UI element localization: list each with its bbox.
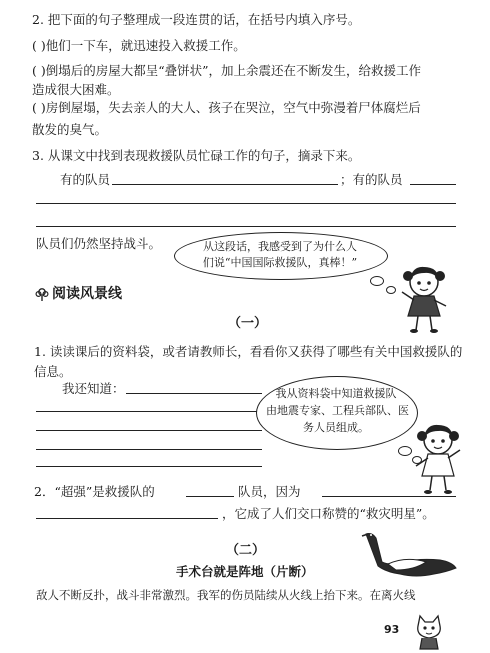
reading-q2-part-c: ，它成了人们交口称赞的“救灾明星”。 [222, 506, 435, 521]
q2-item-1: ( )他们一下车，就迅速投入救援工作。 [32, 38, 246, 53]
section-title: 阅读风景线 [52, 286, 122, 302]
article-first-line: 敌人不断反扑，战斗非常激烈。我军的伤员陆续从火线上抬下来。在离火线 [36, 588, 416, 602]
q3-prefix-1: 有的队员 [60, 172, 111, 187]
q3-end-text: 队员们仍然坚持战斗。 [36, 236, 162, 251]
reading-q2-part-a: 2．“超强”是救援队的 [34, 484, 155, 499]
part-two-heading: （二） [226, 543, 266, 558]
crane-bird-icon [360, 528, 460, 586]
bubble-1-line-2: 们说“中国国际救援队，真棒！” [202, 256, 358, 269]
flower-icon [34, 286, 50, 302]
reading-q2-blank-2[interactable] [322, 496, 456, 497]
article-title: 手术台就是阵地（片断） [176, 564, 314, 579]
reading-q1-line-1: 1. 读读课后的资料袋，或者请教师长，看看你又获得了哪些有关中国救援队的 [34, 344, 463, 359]
bubble-2-line-2: 由地震专家、工程兵部队、医 [266, 404, 409, 417]
part-one-heading: （一） [228, 316, 268, 331]
reading-q1-line-2: 信息。 [34, 364, 72, 379]
bubble-2-line-1: 我从资料袋中知道救援队 [275, 387, 397, 400]
reading-q2-blank-3[interactable] [36, 518, 218, 519]
reading-q2-part-b: 队员，因为 [238, 484, 301, 499]
cat-cartoon-icon [412, 612, 446, 650]
thought-dot [386, 286, 396, 294]
q3-answer-line-3[interactable] [36, 203, 456, 204]
girl-cartoon-icon [396, 262, 452, 334]
bubble-1-line-1: 从这段话，我感受到了为什么人 [203, 240, 357, 253]
q2-item-2: ( )倒塌后的房屋大都呈“叠饼状”，加上余震还在不断发生，给救援工作 [32, 63, 422, 78]
q3-title: 3. 从课文中找到表现救援队员忙碌工作的句子，摘录下来。 [32, 148, 361, 163]
q2-item-3-cont: 散发的臭气。 [32, 122, 108, 137]
know-line-1[interactable] [126, 393, 262, 394]
know-label: 我还知道： [62, 381, 125, 396]
q3-mid-label: ；有的队员 [340, 172, 403, 187]
q3-answer-line-1[interactable] [112, 184, 338, 185]
thought-dot [370, 276, 384, 286]
know-line-5[interactable] [36, 466, 262, 467]
q3-answer-line-4[interactable] [36, 226, 456, 227]
bubble-2-line-3: 务人员组成。 [303, 421, 369, 434]
q3-answer-line-2[interactable] [410, 184, 456, 185]
girl-cartoon-icon [408, 420, 466, 496]
q2-title: 2. 把下面的句子整理成一段连贯的话，在括号内填入序号。 [32, 12, 361, 27]
q2-item-2-cont: 造成很大困难。 [32, 82, 120, 97]
know-line-4[interactable] [36, 449, 262, 450]
know-line-2[interactable] [36, 411, 262, 412]
q2-item-3: ( )房倒屋塌，失去亲人的大人、孩子在哭泣，空气中弥漫着尸体腐烂后 [32, 100, 421, 115]
reading-q2-blank-1[interactable] [186, 496, 234, 497]
page-number: 93 [384, 623, 400, 636]
know-line-3[interactable] [36, 430, 262, 431]
